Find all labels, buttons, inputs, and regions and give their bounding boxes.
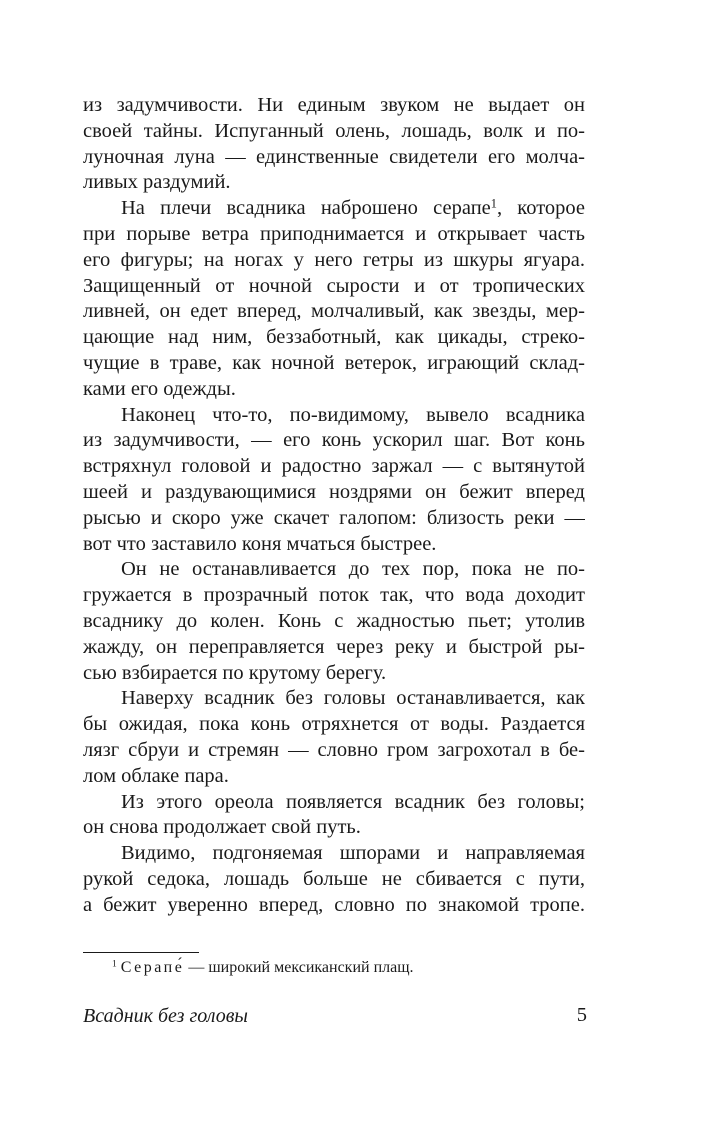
text-line: Видимо, подгоняемая шпорами и направляемая xyxy=(121,842,585,865)
text-fragment: , которое xyxy=(496,197,585,220)
text-line: Из этого ореола появляется всадник без головы; xyxy=(121,790,585,813)
text-line: Наконец что-то, по-видимому, вывело всадника xyxy=(121,403,585,426)
text-line: бы ожидая, пока конь отряхнется от воды. Раздается xyxy=(83,713,585,736)
text-line: он снова продолжает свой путь. xyxy=(83,816,361,839)
text-line: цающие над ним, беззаботный, как цикады, стреко- xyxy=(83,326,585,349)
text-line: из задумчивости. Ни единым звуком не выдает он xyxy=(83,94,585,116)
text-line: из задумчивости, — его конь ускорил шаг. Вот конь xyxy=(83,429,585,452)
body-text xyxy=(83,93,585,919)
running-title: Всадник без головы xyxy=(83,1005,248,1027)
text-line: своей тайны. Испуганный олень, лошадь, волк и по- xyxy=(83,119,585,142)
text-line: жажду, он переправляется через реку и быстрой ры- xyxy=(83,635,585,658)
footnote-reference[interactable]: 1 xyxy=(490,196,497,211)
text-line: а бежит уверенно вперед, словно по знакомой тропе. xyxy=(83,893,585,916)
text-line: чущие в траве, как ночной ветерок, играющий склад- xyxy=(83,351,585,374)
text-line: его фигуры; на ногах у него гетры из шкуры ягуара. xyxy=(83,248,585,271)
text-line: при порыве ветра приподнимается и открывает часть xyxy=(83,222,585,245)
text-line: вот что заставило коня мчаться быстрее. xyxy=(83,532,437,555)
footnote-divider xyxy=(83,952,199,953)
text-line: рукой седока, лошадь больше не сбивается с пути, xyxy=(83,867,585,890)
text-line: ливых раздумий. xyxy=(83,171,231,194)
text-line: шеей и раздувающимися ноздрями он бежит вперед xyxy=(83,480,585,503)
footnote xyxy=(112,957,414,979)
text-line: Наверху всадник без головы останавливается, как xyxy=(121,687,585,710)
text-line: ками его одежды. xyxy=(83,377,236,400)
text-line xyxy=(83,196,585,222)
footnote-text: — широкий мексиканский плащ. xyxy=(184,959,414,976)
footnote-marker: 1 xyxy=(112,958,117,970)
text-fragment: На плечи всадника наброшено серапе xyxy=(121,197,491,220)
text-line: гружается в прозрачный поток так, что вода доходит xyxy=(83,584,585,607)
text-line: встряхнул головой и радостно заржал — с вытянутой xyxy=(83,455,585,478)
text-line: луночная луна — единственные свидетели его молча- xyxy=(83,145,585,168)
page-number: 5 xyxy=(576,1004,587,1026)
text-line: всаднику до колен. Конь с жадностью пьет; утолив xyxy=(83,609,585,632)
text-line: сью взбирается по крутому берегу. xyxy=(83,661,387,684)
text-line: лом облаке пара. xyxy=(83,764,229,787)
text-line: ливней, он едет вперед, молчаливый, как звезды, мер- xyxy=(83,300,585,323)
text-line: лязг сбруи и стремян — словно гром загрохотал в бе- xyxy=(83,738,585,761)
footnote-term: Серапе́ xyxy=(120,959,185,976)
text-line: Он не останавливается до тех пор, пока не по- xyxy=(121,558,585,581)
text-line: Защищенный от ночной сырости и от тропических xyxy=(83,274,585,297)
text-line: рысью и скоро уже скачет галопом: близость реки — xyxy=(83,506,585,529)
